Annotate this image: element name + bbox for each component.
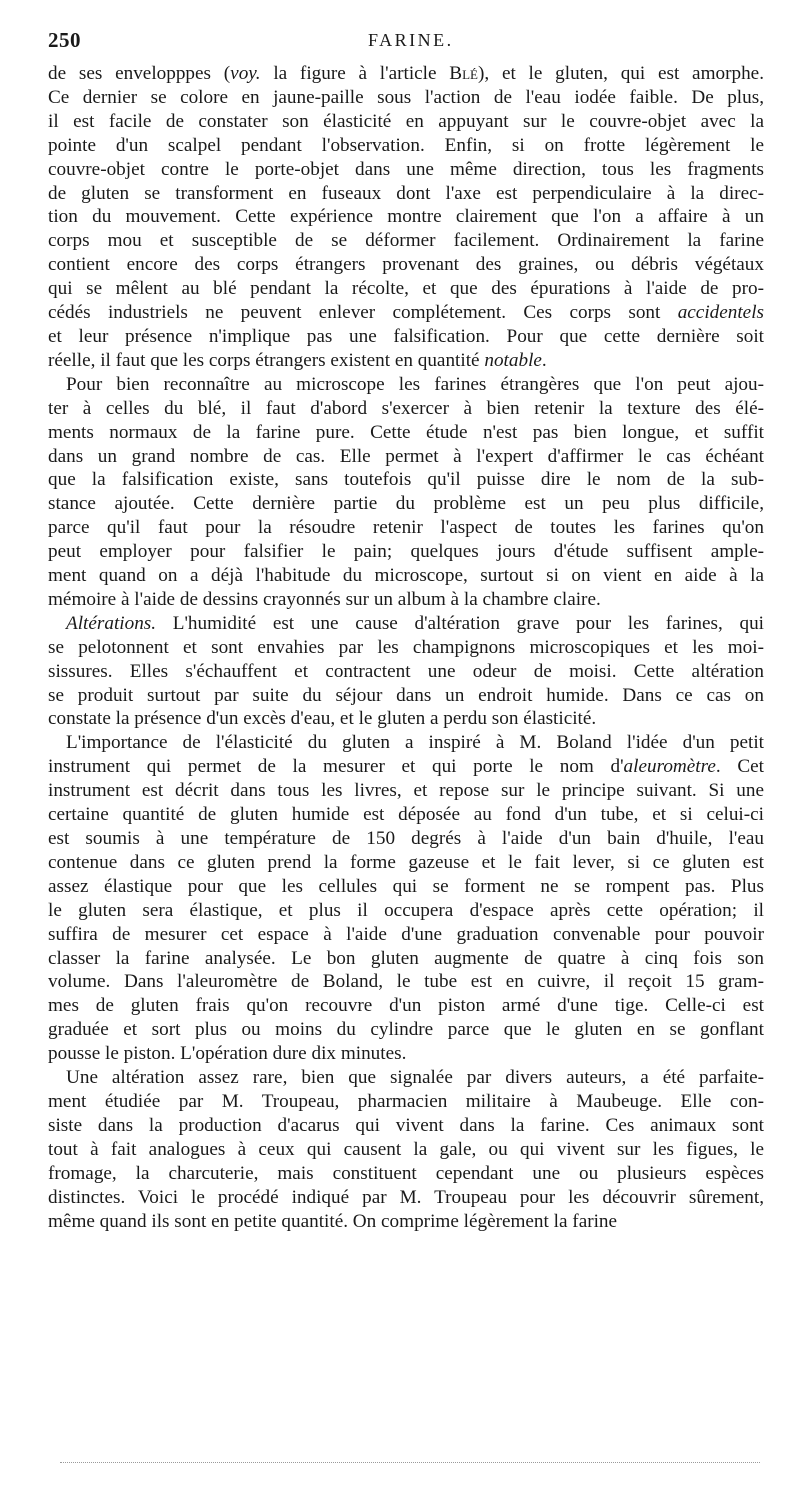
text-run: constate la présence d'un excès d'eau, et le gluten a perdu son élasticité. <box>48 708 597 730</box>
text-line <box>48 540 764 564</box>
text-line <box>48 1210 764 1234</box>
text-line <box>48 253 764 277</box>
text-run: contenue dans ce gluten prend la forme gazeuse et le fait lever, si ce gluten est <box>48 851 764 873</box>
text-run: cédés industriels ne peuvent enlever complétement. Ces corps sont <box>48 302 678 324</box>
text-line <box>48 205 764 229</box>
text-run: tout à fait analogues à ceux qui causent la gale, ou qui vivent sur les figues, le <box>48 1138 764 1160</box>
text-run: suffira de mesurer cet espace à l'aide d'une graduation convenable pour pouvoir <box>48 923 764 945</box>
text-run: contient encore des corps étrangers provenant des graines, ou débris végétaux <box>48 254 764 276</box>
text-run: aleuromètre <box>623 756 716 778</box>
text-run: siste dans la production d'acarus qui vivent dans la farine. Ces animaux sont <box>48 1114 764 1136</box>
text-run: Pour bien reconnaître au microscope les farines étrangères que l'on peut ajou- <box>66 373 764 395</box>
text-line <box>48 1066 764 1090</box>
text-run: sissures. Elles s'échauffent et contractent une odeur de moisi. Cette altération <box>48 660 764 682</box>
text-line <box>48 277 764 301</box>
paragraph <box>48 62 764 373</box>
paragraph <box>48 373 764 612</box>
text-run: volume. Dans l'aleuromètre de Boland, le tube est en cuivre, il reçoit 15 gram- <box>48 971 764 993</box>
text-line <box>48 1162 764 1186</box>
text-run: se pelotonnent et sont envahies par les champignons microscopiques et les moi- <box>48 636 764 658</box>
page-header <box>48 28 752 60</box>
text-line <box>48 62 764 86</box>
text-line <box>48 468 764 492</box>
text-line <box>48 1018 764 1042</box>
text-run: peut employer pour falsifier le pain; quelques jours d'étude suffisent ample- <box>48 541 764 563</box>
text-run: certaine quantité de gluten humide est déposée au fond d'un tube, et si celui-ci <box>48 804 764 826</box>
text-run: Blé <box>449 63 478 84</box>
text-run: pousse le piston. L'opération dure dix minutes. <box>48 1043 407 1065</box>
text-run: . <box>541 349 547 371</box>
text-line <box>48 827 764 851</box>
text-line <box>48 134 764 158</box>
text-run: corps mou et susceptible de se déformer facilement. Ordinairement la farine <box>48 230 764 252</box>
text-line <box>48 182 764 206</box>
text-run: L'importance de l'élasticité du gluten a inspiré à M. Boland l'idée d'un petit <box>66 732 764 754</box>
text-line <box>48 110 764 134</box>
text-run: notable <box>484 349 542 371</box>
text-line <box>48 1114 764 1138</box>
text-line <box>48 707 764 731</box>
text-line <box>48 516 764 540</box>
text-run: qui se mêlent au blé pendant la récolte, et que des épurations à l'aide de pro- <box>48 278 764 300</box>
paragraph <box>48 612 764 732</box>
text-line <box>48 875 764 899</box>
text-line <box>48 612 764 636</box>
text-line <box>48 1090 764 1114</box>
text-run: stance ajoutée. Cette dernière partie du problème est un peu plus difficile, <box>48 493 764 515</box>
text-line <box>48 86 764 110</box>
text-line <box>48 1186 764 1210</box>
text-run: se produit surtout par suite du séjour dans un endroit humide. Dans ce cas on <box>48 684 764 706</box>
text-run: de gluten se transforment en fuseaux dont l'axe est perpendiculaire à la direc- <box>48 182 764 204</box>
text-line <box>48 660 764 684</box>
text-line <box>48 492 764 516</box>
paragraph <box>48 1066 764 1233</box>
text-line <box>48 923 764 947</box>
text-run: ment quand on a déjà l'habitude du microscope, surtout si on vient en aide à la <box>48 565 764 587</box>
text-run: il est facile de constater son élasticité en appuyant sur le couvre-objet avec la <box>48 110 764 132</box>
text-line <box>48 349 764 373</box>
text-run: couvre-objet contre le porte-objet dans une même direction, tous les fragments <box>48 158 764 180</box>
text-run: fromage, la charcuterie, mais constituent cependant une ou plusieurs espèces <box>48 1162 764 1184</box>
text-run: distinctes. Voici le procédé indiqué par M. Troupeau pour les découvrir sûrement, <box>48 1186 764 1208</box>
text-line <box>48 779 764 803</box>
text-line <box>48 373 764 397</box>
text-run: instrument est décrit dans tous les livres, et repose sur le principe suivant. Si une <box>48 780 764 802</box>
text-run: dans un grand nombre de cas. Elle permet à l'expert d'affirmer le cas échéant <box>48 445 764 467</box>
text-line <box>48 731 764 755</box>
running-title: FARINE. <box>368 30 454 50</box>
text-run: parce qu'il faut pour la résoudre retenir l'aspect de toutes les farines qu'on <box>48 517 764 539</box>
body-text <box>48 62 764 1233</box>
page-number: 250 <box>48 28 81 52</box>
text-run: tion du mouvement. Cette expérience montre clairement que l'on a affaire à un <box>48 206 764 228</box>
text-run: ments normaux de la farine pure. Cette étude n'est pas bien longue, et suffit <box>48 421 764 443</box>
text-line <box>48 1042 764 1066</box>
text-line <box>48 684 764 708</box>
text-line <box>48 947 764 971</box>
text-run: accidentels <box>677 302 764 324</box>
text-line <box>48 636 764 660</box>
text-run: assez élastique pour que les cellules qui se forment ne se rompent pas. Plus <box>48 875 764 897</box>
text-line <box>48 301 764 325</box>
text-line <box>48 421 764 445</box>
text-run: même quand ils sont en petite quantité. On comprime légèrement la farine <box>48 1210 618 1232</box>
text-line <box>48 803 764 827</box>
text-run: mes de gluten frais qu'on recouvre d'un piston armé d'une tige. Celle-ci est <box>48 995 764 1017</box>
text-run: Ce dernier se colore en jaune-paille sous l'action de l'eau iodée faible. De plus, <box>48 86 764 108</box>
text-line <box>48 564 764 588</box>
text-run: ), et le gluten, qui est amorphe. <box>477 63 764 84</box>
text-run: voy. <box>230 63 261 84</box>
text-line <box>48 899 764 923</box>
text-line <box>48 158 764 182</box>
text-line <box>48 229 764 253</box>
text-run: graduée et sort plus ou moins du cylindre parce que le gluten en se gonflant <box>48 1019 764 1041</box>
text-run: instrument qui permet de la mesurer et qui porte le nom d' <box>48 756 624 778</box>
text-run: L'humidité est une cause d'altération grave pour les farines, qui <box>156 612 764 634</box>
text-run: est soumis à une température de 150 degrés à l'aide d'un bain d'huile, l'eau <box>48 828 764 849</box>
text-line <box>48 445 764 469</box>
text-run: de ses envelopppes ( <box>48 63 231 84</box>
text-run: la figure à l'article <box>260 63 450 84</box>
text-run: ment étudiée par M. Troupeau, pharmacien militaire à Maubeuge. Elle con- <box>48 1090 764 1112</box>
paragraph <box>48 731 764 1066</box>
text-line <box>48 970 764 994</box>
text-run: classer la farine analysée. Le bon gluten augmente de quatre à cinq fois son <box>48 947 764 969</box>
text-line <box>48 851 764 875</box>
text-line <box>48 588 764 612</box>
text-line <box>48 755 764 779</box>
text-line <box>48 1138 764 1162</box>
text-run: . Cet <box>715 756 764 778</box>
text-line <box>48 325 764 349</box>
text-line <box>48 397 764 421</box>
text-line <box>48 994 764 1018</box>
footer-dotted-rule <box>60 1462 760 1463</box>
text-run: Une altération assez rare, bien que signalée par divers auteurs, a été parfaite- <box>66 1067 764 1089</box>
text-run: réelle, il faut que les corps étrangers existent en quantité <box>48 349 485 371</box>
text-run: que la falsification existe, sans toutefois qu'il puisse dire le nom de la sub- <box>48 469 764 491</box>
text-run: le gluten sera élastique, et plus il occupera d'espace après cette opération; il <box>48 899 764 921</box>
text-run: ter à celles du blé, il faut d'abord s'exercer à bien retenir la texture des élé- <box>48 397 764 419</box>
text-run: pointe d'un scalpel pendant l'observation. Enfin, si on frotte légèrement le <box>48 134 764 156</box>
text-run: et leur présence n'implique pas une falsification. Pour que cette dernière soit <box>48 325 764 347</box>
text-run: mémoire à l'aide de dessins crayonnés sur un album à la chambre claire. <box>48 588 601 610</box>
text-run: Altérations. <box>66 612 157 634</box>
